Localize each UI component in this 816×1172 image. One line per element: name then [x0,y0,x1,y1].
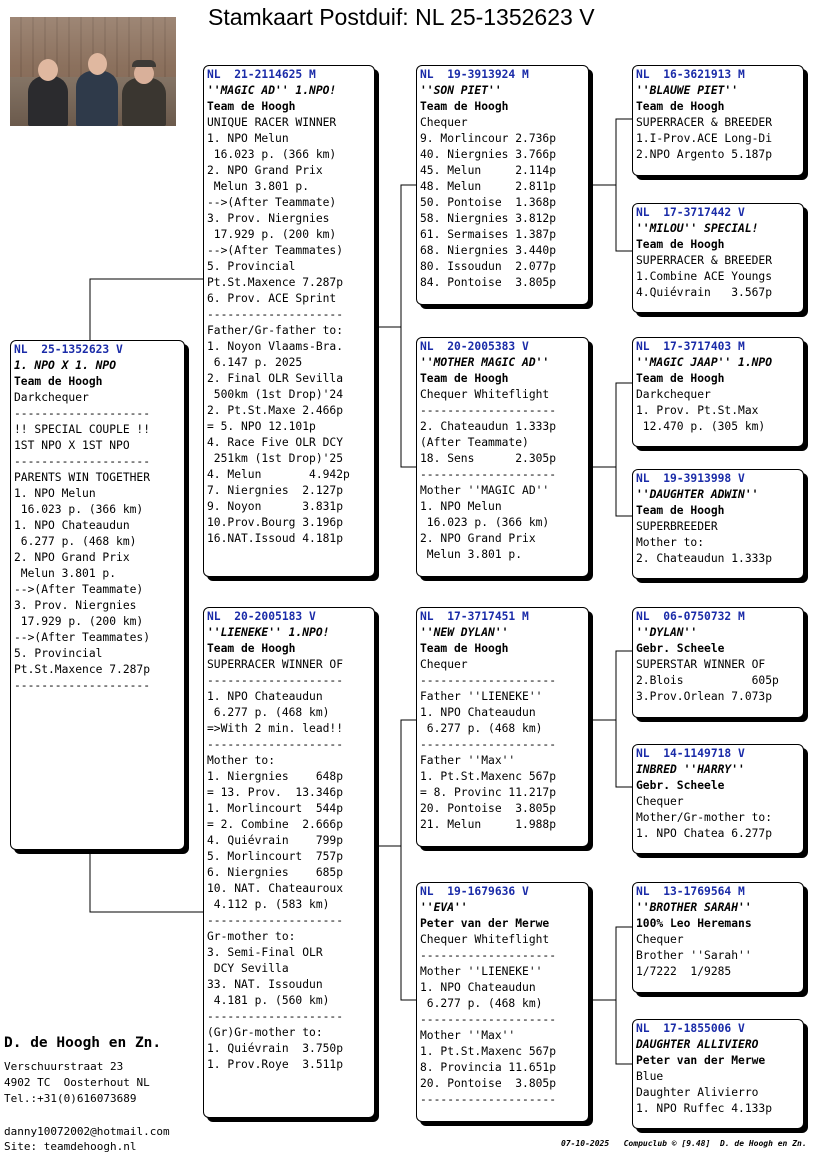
card-line: 8. Provincia 11.651p [420,1061,557,1074]
card-line: UNIQUE RACER WINNER [207,116,337,129]
card-line: 1. NPO Chateaudun [420,706,536,719]
pigeon-name: ''SON PIET'' [420,84,502,97]
card-line: -------------------- [420,1093,557,1106]
card-line: Mother ''Max'' [420,1029,516,1042]
breeder: Team de Hoogh [14,375,103,388]
card-line: 33. NAT. Issoudun [207,978,323,991]
card-line: -->(After Teammate) [207,196,337,209]
card-line: Mother ''MAGIC AD'' [420,484,550,497]
card-line: 45. Melun 2.114p [420,164,557,177]
breeder: Team de Hoogh [636,100,725,113]
card-line: 2.Blois 605p [636,674,779,687]
site-link[interactable]: Site: teamdehoogh.nl [4,1140,137,1153]
card-line: -------------------- [420,1013,557,1026]
card-line: 2.NPO Argento 5.187p [636,148,773,161]
card-ggf-3 [632,607,804,718]
card-line: -------------------- [207,914,344,927]
card-line: = 2. Combine 2.666p [207,818,344,831]
card-line: Mother to: [207,754,276,767]
card-line: 9. Morlincour 2.736p [420,132,557,145]
card-mother [203,607,375,1118]
print-info: 07-10-2025 Compuclub © [9.48] D. de Hoogh en Zn. [561,1139,807,1148]
card-line: 48. Melun 2.811p [420,180,557,193]
card-father [203,65,375,577]
pigeon-name: ''MOTHER MAGIC AD'' [420,356,550,369]
card-line: 4.112 p. (583 km) [207,898,330,911]
card-line: Father ''LIENEKE'' [420,690,543,703]
pigeon-name: ''BLAUWE PIET'' [636,84,739,97]
card-line: Chequer [636,933,684,946]
card-line: 10.Prov.Bourg 3.196p [207,516,344,529]
card-line: 2. Chateaudun 1.333p [420,420,557,433]
card-line: 10. NAT. Chateauroux [207,882,344,895]
card-line: Chequer Whiteflight [420,933,550,946]
breeder: Gebr. Scheele [636,642,725,655]
card-line: 7. Niergnies 2.127p [207,484,344,497]
ring-number: NL 14-1149718 V [636,747,745,760]
card-line: 2. NPO Grand Prix [207,164,323,177]
card-line: Chequer [420,116,468,129]
ring-number: NL 21-2114625 M [207,68,316,81]
card-maternal-grandmother [416,882,589,1122]
card-line: 6.277 p. (468 km) [207,706,330,719]
card-line: -------------------- [420,949,557,962]
card-line: 4.181 p. (560 km) [207,994,330,1007]
card-line: 58. Niergnies 3.812p [420,212,557,225]
card-paternal-grandmother [416,337,589,577]
breeder: 100% Leo Heremans [636,917,752,930]
ring-number: NL 17-3717403 M [636,340,745,353]
card-line: Gr-mother to: [207,930,296,943]
card-line: Chequer [420,658,468,671]
card-line: 12.470 p. (305 km) [636,420,766,433]
breeder: Peter van der Merwe [420,917,550,930]
ring-number: NL 13-1769564 M [636,885,745,898]
card-line: -------------------- [14,455,151,468]
card-line: SUPERBREEDER [636,520,718,533]
card-line: 1. Noyon Vlaams-Bra. [207,340,344,353]
card-line: !! SPECIAL COUPLE !! [14,423,151,436]
ring-number: NL 17-3717451 M [420,610,529,623]
card-line: 4.Quiévrain 3.567p [636,286,773,299]
card-ggm-2 [632,469,804,579]
breeder: Team de Hoogh [207,100,296,113]
card-line: 1. Prov.Roye 3.511p [207,1058,344,1071]
card-line: PARENTS WIN TOGETHER [14,471,151,484]
card-line: Chequer Whiteflight [420,388,550,401]
card-line: 1. NPO Melun [14,487,96,500]
card-line: 1ST NPO X 1ST NPO [14,439,130,452]
breeder: Team de Hoogh [420,372,509,385]
pigeon-name: INBRED ''HARRY'' [636,763,745,776]
ring-number: NL 25-1352623 V [14,343,123,356]
card-line: 3. Prov. Niergnies [207,212,330,225]
card-line: (After Teammate) [420,436,529,449]
card-line: =>With 2 min. lead!! [207,722,344,735]
pigeon-name: 1. NPO X 1. NPO [14,359,117,372]
card-line: 40. Niergnies 3.766p [420,148,557,161]
card-ggf-1 [632,65,804,176]
card-line: Brother ''Sarah'' [636,949,752,962]
card-line: -->(After Teammate) [14,583,144,596]
card-line: -->(After Teammates) [14,631,151,644]
pigeon-name: ''LIENEKE'' 1.NPO! [207,626,330,639]
ring-number: NL 17-3717442 V [636,206,745,219]
address-street: Verschuurstraat 23 [4,1060,124,1073]
card-line: -------------------- [420,738,557,751]
card-line: 17.929 p. (200 km) [207,228,337,241]
card-line: -------------------- [207,308,344,321]
breeder: Team de Hoogh [636,238,725,251]
card-line: 1. NPO Chatea 6.277p [636,827,773,840]
ring-number: NL 20-2005383 V [420,340,529,353]
card-line: DCY Sevilla [207,962,289,975]
pigeon-name: DAUGHTER ALLIVIERO [636,1038,759,1051]
ring-number: NL 20-2005183 V [207,610,316,623]
card-line: -------------------- [207,674,344,687]
ring-number: NL 16-3621913 M [636,68,745,81]
card-maternal-grandfather [416,607,589,847]
card-line: 1/7222 1/9285 [636,965,732,978]
card-paternal-grandfather [416,65,589,305]
phone: Tel.:+31(0)616073689 [4,1092,137,1105]
card-line: 6. Niergnies 685p [207,866,344,879]
card-line: SUPERRACER & BREEDER [636,116,773,129]
card-line: 1. NPO Melun [207,132,289,145]
pigeon-name: ''BROTHER SARAH'' [636,901,752,914]
card-line: 2. Pt.St.Maxe 2.466p [207,404,344,417]
card-line: 6.277 p. (468 km) [420,997,543,1010]
card-line: 1.I-Prov.ACE Long-Di [636,132,773,145]
card-line: Mother ''LIENEKE'' [420,965,543,978]
card-line: Melun 3.801 p. [207,180,310,193]
card-line: 68. Niergnies 3.440p [420,244,557,257]
breeder: Team de Hoogh [636,504,725,517]
pigeon-name: ''DAUGHTER ADWIN'' [636,488,759,501]
card-line: 4. Melun 4.942p [207,468,350,481]
card-line: 1.Combine ACE Youngs [636,270,773,283]
card-line: 16.NAT.Issoud 4.181p [207,532,344,545]
card-line: 251km (1st Drop)'25 [207,452,344,465]
pigeon-name: ''MAGIC AD'' 1.NPO! [207,84,337,97]
card-line: 21. Melun 1.988p [420,818,557,831]
ring-number: NL 19-3913924 M [420,68,529,81]
card-line: Melun 3.801 p. [14,567,117,580]
card-line: 1. NPO Ruffec 4.133p [636,1102,773,1115]
card-ggm-3 [632,744,804,854]
card-line: 3. Prov. Niergnies [14,599,137,612]
card-line: 2. NPO Grand Prix [420,532,536,545]
card-line: -------------------- [207,738,344,751]
card-ggm-4 [632,1019,804,1129]
ring-number: NL 19-1679636 V [420,885,529,898]
pigeon-name: ''MAGIC JAAP'' 1.NPO [636,356,773,369]
card-line: -------------------- [420,468,557,481]
card-line: 1. NPO Chateaudun [14,519,130,532]
card-ggf-2 [632,337,804,447]
card-line: (Gr)Gr-mother to: [207,1026,323,1039]
card-ggm-1 [632,203,804,313]
card-line: 6. Prov. ACE Sprint [207,292,337,305]
card-line: 84. Pontoise 3.805p [420,276,557,289]
breeder: Gebr. Scheele [636,779,725,792]
ring-number: NL 19-3913998 V [636,472,745,485]
card-line: Pt.St.Maxence 7.287p [207,276,344,289]
address-city: 4902 TC Oosterhout NL [4,1076,150,1089]
card-line: 1. Niergnies 648p [207,770,344,783]
card-line: SUPERSTAR WINNER OF [636,658,766,671]
card-line: 16.023 p. (366 km) [14,503,144,516]
card-line: 16.023 p. (366 km) [420,516,550,529]
card-line: -------------------- [420,674,557,687]
card-line: 1. Pt.St.Maxenc 567p [420,770,557,783]
breeder: Peter van der Merwe [636,1054,766,1067]
card-line: 9. Noyon 3.831p [207,500,344,513]
card-line: Melun 3.801 p. [420,548,523,561]
card-line: 500km (1st Drop)'24 [207,388,344,401]
card-line: 3. Semi-Final OLR [207,946,323,959]
card-line: 1. NPO Chateaudun [207,690,323,703]
ring-number: NL 17-1855006 V [636,1022,745,1035]
card-line: 1. Pt.St.Maxenc 567p [420,1045,557,1058]
card-line: 1. NPO Chateaudun [420,981,536,994]
card-line: Pt.St.Maxence 7.287p [14,663,151,676]
pigeon-name: ''MILOU'' SPECIAL! [636,222,759,235]
card-line: 6.277 p. (468 km) [14,535,137,548]
breeder: Team de Hoogh [420,100,509,113]
card-line: -------------------- [14,679,151,692]
card-line: -------------------- [420,404,557,417]
card-line: 16.023 p. (366 km) [207,148,337,161]
card-line: 5. Morlincourt 757p [207,850,344,863]
card-line: 2. NPO Grand Prix [14,551,130,564]
card-line: Daughter Alivierro [636,1086,759,1099]
card-line: -------------------- [14,407,151,420]
card-line: 20. Pontoise 3.805p [420,802,557,815]
card-line: 1. Quiévrain 3.750p [207,1042,344,1055]
card-line: 4. Race Five OLR DCY [207,436,344,449]
card-line: 18. Sens 2.305p [420,452,557,465]
card-line: 17.929 p. (200 km) [14,615,144,628]
card-line: 4. Quiévrain 799p [207,834,344,847]
card-line: 5. Provincial [14,647,103,660]
card-line: Darkchequer [636,388,711,401]
card-line: = 5. NPO 12.101p [207,420,316,433]
card-line: = 13. Prov. 13.346p [207,786,344,799]
card-line: Father ''Max'' [420,754,516,767]
card-line: Chequer [636,795,684,808]
card-line: = 8. Provinc 11.217p [420,786,557,799]
breeder: Team de Hoogh [636,372,725,385]
card-line: Mother to: [636,536,705,549]
card-line: 6.147 p. 2025 [207,356,303,369]
pigeon-name: ''DYLAN'' [636,626,698,639]
card-line: SUPERRACER & BREEDER [636,254,773,267]
card-line: 61. Sermaises 1.387p [420,228,557,241]
card-line: 6.277 p. (468 km) [420,722,543,735]
pigeon-name: ''NEW DYLAN'' [420,626,509,639]
breeder: Team de Hoogh [420,642,509,655]
card-line: Darkchequer [14,391,89,404]
ring-number: NL 06-0750732 M [636,610,745,623]
card-line: 5. Provincial [207,260,296,273]
card-line: 80. Issoudun 2.077p [420,260,557,273]
card-line: Blue [636,1070,664,1083]
card-line: -->(After Teammates) [207,244,344,257]
pigeon-name: ''EVA'' [420,901,468,914]
card-line: 1. Prov. Pt.St.Max [636,404,759,417]
card-line: 2. Chateaudun 1.333p [636,552,773,565]
breeder-name: D. de Hoogh en Zn. [4,1035,162,1051]
page-title: Stamkaart Postduif: NL 25-1352623 V [208,4,595,30]
card-line: -------------------- [207,1010,344,1023]
card-line: 50. Pontoise 1.368p [420,196,557,209]
card-line: 2. Final OLR Sevilla [207,372,344,385]
card-line: Father/Gr-father to: [207,324,344,337]
card-line: Mother/Gr-mother to: [636,811,773,824]
card-line: 1. Morlincourt 544p [207,802,344,815]
card-ggf-4 [632,882,804,993]
card-line: SUPERRACER WINNER OF [207,658,344,671]
breeder: Team de Hoogh [207,642,296,655]
card-line: 20. Pontoise 3.805p [420,1077,557,1090]
email-link[interactable]: danny10072002@hotmail.com [4,1125,170,1138]
card-line: 1. NPO Melun [420,500,502,513]
card-line: 3.Prov.Orlean 7.073p [636,690,773,703]
card-subject [10,340,185,850]
